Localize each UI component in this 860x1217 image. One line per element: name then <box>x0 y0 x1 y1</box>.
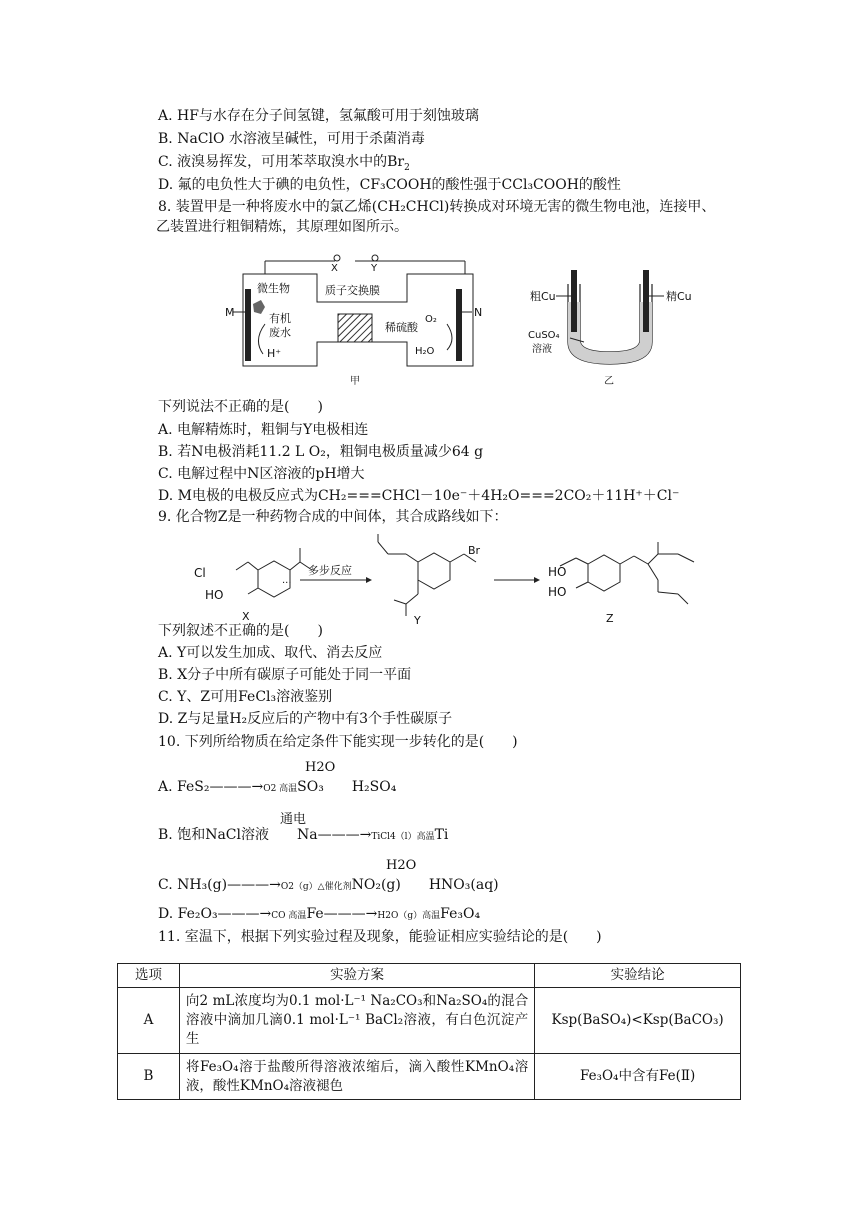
row-plan: 将Fe₃O₄溶于盐酸所得溶液浓缩后，滴入酸性KMnO₄溶液，酸性KMnO₄溶液褪色 <box>179 1054 534 1100</box>
row-conclusion: Ksp(BaSO₄)<Ksp(BaCO₃) <box>535 988 741 1054</box>
q7-option-b: B. NaClO 水溶液呈碱性，可用于杀菌消毒 <box>158 131 425 147</box>
label-h-plus: H⁺ <box>267 347 282 360</box>
q10-c-over: H2O <box>386 858 417 873</box>
electrode-m: M <box>225 306 235 319</box>
q11-experiment-table <box>117 963 741 1100</box>
x-cl-label: Cl <box>194 566 206 580</box>
label-o2: O₂ <box>425 314 437 325</box>
q10-a-over: H2O <box>305 760 336 775</box>
z-label: Z <box>606 612 614 625</box>
x-ho-label: HO <box>205 588 224 602</box>
q8-stem-line1: 8. 装置甲是一种将废水中的氯乙烯(CH₂CHCl)转换成对环境无害的微生物电池，连接甲、 <box>158 199 716 215</box>
figure-synthesis-route <box>188 532 728 632</box>
figure-jia-cell <box>225 244 485 389</box>
row-option: B <box>118 1054 180 1100</box>
q10-option-a: A. FeS₂———→O2 高温SO₃ H₂SO₄ <box>158 779 397 795</box>
q10-stem: 10. 下列所给物质在给定条件下能实现一步转化的是( ) <box>158 734 518 750</box>
table-header-row <box>118 964 741 988</box>
y-label: Y <box>414 614 421 627</box>
label-waste: 废水 <box>269 326 291 339</box>
q7-option-d: D. 氟的电负性大于碘的电负性，CF₃COOH的酸性强于CCl₃COOH的酸性 <box>158 177 621 193</box>
q8-option-a: A. 电解精炼时，粗铜与Y电极相连 <box>158 422 369 438</box>
q8-option-d: D. M电极的电极反应式为CH₂===CHCl－10e⁻＋4H₂O===2CO₂＋11H⁺＋Cl⁻ <box>158 488 680 504</box>
label-yi: 乙 <box>604 376 614 387</box>
q10-option-c: C. NH₃(g)———→O2（g）△催化剂NO₂(g) HNO₃(aq) <box>158 877 499 893</box>
q10-option-d: D. Fe₂O₃———→CO 高温Fe———→H2O（g）高温Fe₃O₄ <box>158 906 481 922</box>
q10-b-over: 通电 <box>280 812 307 827</box>
label-solution: 溶液 <box>532 344 552 355</box>
x-label: X <box>242 610 250 623</box>
q8-ask: 下列说法不正确的是( ) <box>158 399 323 415</box>
q9-stem: 9. 化合物Z是一种药物合成的中间体，其合成路线如下： <box>158 509 508 525</box>
q9-option-b: B. X分子中所有碳原子可能处于同一平面 <box>158 667 412 683</box>
q8-stem-line2: 乙装置进行粗铜精炼，其原理如图所示。 <box>156 219 408 235</box>
z-ho-label-2: HO <box>548 585 567 599</box>
q9-option-a: A. Y可以发生加成、取代、消去反应 <box>158 645 383 661</box>
label-membrane: 质子交换膜 <box>325 284 380 297</box>
q9-option-c: C. Y、Z可用FeCl₃溶液鉴别 <box>158 689 333 705</box>
label-microbe: 微生物 <box>257 282 290 295</box>
q9-option-d: D. Z与足量H₂反应后的产物中有3个手性碳原子 <box>158 711 453 727</box>
multi-step-label: 多步反应 <box>308 564 352 577</box>
header-conclusion: 实验结论 <box>535 964 741 988</box>
table-row <box>118 988 741 1054</box>
q10-option-b: B. 饱和NaCl溶液 Na———→TiCl4（l）高温Ti <box>158 827 449 843</box>
label-h2o: H₂O <box>415 346 435 357</box>
terminal-y: Y <box>371 263 378 274</box>
label-cuso4: CuSO₄ <box>528 330 560 341</box>
q8-option-b: B. 若N电极消耗11.2 L O₂，粗铜电极质量减少64 g <box>158 444 484 460</box>
label-crude-cu: 粗Cu <box>530 290 556 303</box>
figure-yi-electrolysis <box>528 262 708 390</box>
header-option: 选项 <box>118 964 180 988</box>
label-organic: 有机 <box>269 312 291 325</box>
z-ho-label-1: HO <box>548 565 567 579</box>
terminal-x: X <box>331 263 338 274</box>
row-option: A <box>118 988 180 1054</box>
q7-option-c: C. 液溴易挥发，可用苯萃取溴水中的$Br_2$ <box>158 154 410 173</box>
header-plan: 实验方案 <box>179 964 534 988</box>
electrode-n: N <box>474 306 483 319</box>
label-jia: 甲 <box>350 376 360 387</box>
table-row <box>118 1054 741 1100</box>
q9-ask: 下列叙述不正确的是( ) <box>158 623 323 639</box>
q8-option-c: C. 电解过程中N区溶液的pH增大 <box>158 466 365 482</box>
label-dilute-acid: 稀硫酸 <box>385 321 418 334</box>
route-dots: ... <box>282 575 292 586</box>
label-pure-cu: 精Cu <box>666 290 692 303</box>
q7-option-a: A. HF与水存在分子间氢键，氢氟酸可用于刻蚀玻璃 <box>158 108 479 124</box>
y-br-label: Br <box>468 544 481 557</box>
row-conclusion: Fe₃O₄中含有Fe(Ⅱ) <box>535 1054 741 1100</box>
row-plan: 向2 mL浓度均为0.1 mol·L⁻¹ Na₂CO₃和Na₂SO₄的混合溶液中滴加几滴0.1 mol·L⁻¹ BaCl₂溶液，有白色沉淀产生 <box>179 988 534 1054</box>
q11-stem: 11. 室温下，根据下列实验过程及现象，能验证相应实验结论的是( ) <box>158 929 602 945</box>
